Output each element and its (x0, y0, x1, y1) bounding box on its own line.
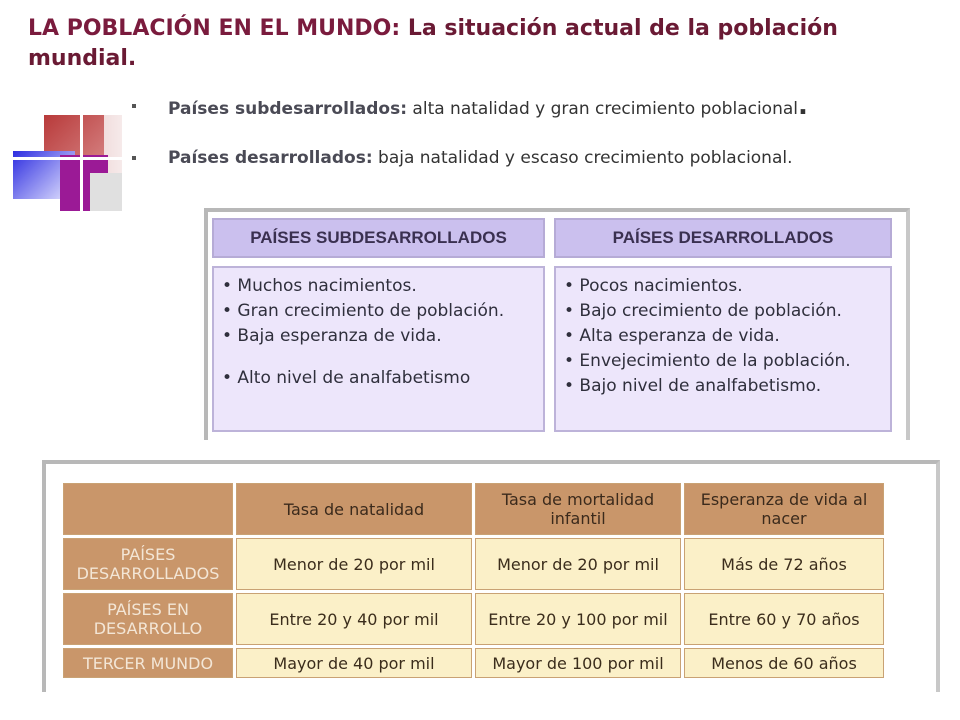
table-cell: Entre 20 y 100 por mil (475, 593, 681, 645)
decorative-squares-graphic (10, 95, 125, 215)
table-cell: Menos de 60 años (684, 648, 884, 678)
bullet-text: alta natalidad y gran crecimiento poblacional (412, 99, 799, 119)
table-row-label: PAÍSES EN DESARROLLO (63, 593, 233, 645)
list-item: • Alta esperanza de vida. (564, 326, 780, 346)
table-cell: Entre 20 y 40 por mil (236, 593, 472, 645)
title-part-1: LA POBLACIÓN EN EL MUNDO: (28, 16, 401, 41)
title-part-2: La situación actual de la población mundial. (28, 16, 838, 71)
demographics-table-image (42, 460, 940, 692)
list-item: • Bajo nivel de analfabetismo. (564, 376, 822, 396)
bullet-item (130, 144, 950, 172)
table-row (63, 538, 884, 590)
demographics-table (60, 480, 887, 681)
list-item: • Envejecimiento de la población. (564, 351, 851, 371)
bullet-marker (132, 104, 136, 108)
table-header-cell: Esperanza de vida al nacer (684, 483, 884, 535)
bullet-marker (132, 156, 136, 160)
table-cell: Menor de 20 por mil (475, 538, 681, 590)
slide-title (28, 14, 928, 74)
bullet-label: Países subdesarrollados: (168, 99, 408, 119)
table-header-cell: Tasa de natalidad (236, 483, 472, 535)
comparison-header-left: PAÍSES SUBDESARROLLADOS (212, 218, 545, 258)
bullet-item (130, 92, 950, 120)
table-header-cell: Tasa de mortalidad infantil (475, 483, 681, 535)
table-cell: Mayor de 40 por mil (236, 648, 472, 678)
bullet-end: . (787, 148, 793, 168)
bullet-end: . (798, 91, 808, 121)
table-cell: Mayor de 100 por mil (475, 648, 681, 678)
comparison-body-right (554, 266, 892, 432)
bullet-text: baja natalidad y escaso crecimiento poblacional (378, 148, 788, 168)
deco-square-grey (90, 173, 122, 211)
table-row (63, 648, 884, 678)
list-item: • Pocos nacimientos. (564, 276, 743, 296)
comparison-header-right: PAÍSES DESARROLLADOS (554, 218, 892, 258)
table-row-label: TERCER MUNDO (63, 648, 233, 678)
table-header-row (63, 483, 884, 535)
comparison-column-left (212, 218, 545, 432)
table-cell: Más de 72 años (684, 538, 884, 590)
table-corner-cell (63, 483, 233, 535)
table-cell: Entre 60 y 70 años (684, 593, 884, 645)
list-item: • Alto nivel de analfabetismo (222, 368, 471, 388)
list-item: • Bajo crecimiento de población. (564, 301, 842, 321)
list-item: • Gran crecimiento de población. (222, 301, 505, 321)
comparison-table-image (204, 208, 910, 440)
table-row-label: PAÍSES DESARROLLADOS (63, 538, 233, 590)
bullet-label: Países desarrollados: (168, 148, 373, 168)
bullet-list (130, 92, 950, 196)
table-cell: Menor de 20 por mil (236, 538, 472, 590)
comparison-body-left (212, 266, 545, 432)
deco-line-horizontal (10, 157, 125, 160)
list-item: • Baja esperanza de vida. (222, 326, 442, 346)
list-item: • Muchos nacimientos. (222, 276, 417, 296)
table-row (63, 593, 884, 645)
comparison-column-right (554, 218, 892, 432)
